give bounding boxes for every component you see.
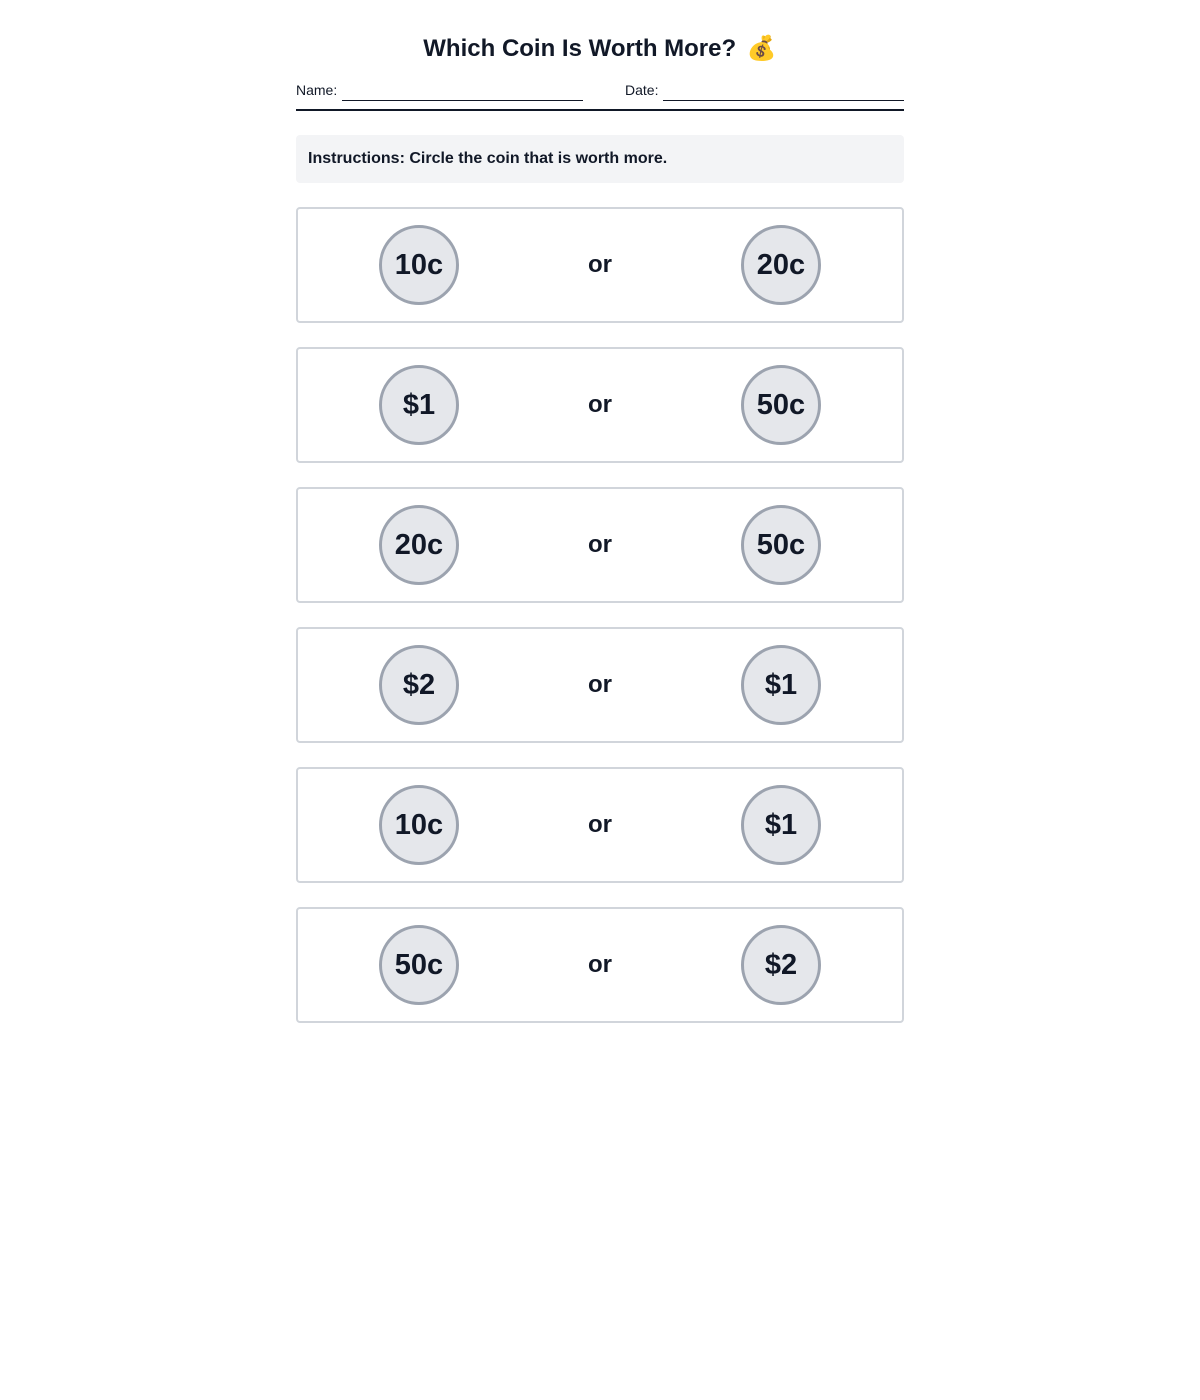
coin-option-left[interactable]: 10c — [379, 785, 459, 865]
coin-option-left[interactable]: 10c — [379, 225, 459, 305]
or-separator: or — [588, 391, 612, 418]
coin-option-right[interactable]: 20c — [741, 225, 821, 305]
coin-option-left[interactable]: 20c — [379, 505, 459, 585]
coin-option-right[interactable]: $1 — [741, 645, 821, 725]
question-row-2 — [296, 347, 904, 463]
name-field[interactable] — [296, 79, 583, 101]
or-separator: or — [588, 251, 612, 278]
question-row-3 — [296, 487, 904, 603]
or-separator: or — [588, 531, 612, 558]
coin-option-left[interactable]: $1 — [379, 365, 459, 445]
name-blank-line[interactable] — [342, 100, 583, 101]
coin-option-right[interactable]: $2 — [741, 925, 821, 1005]
money-bag-icon: 💰 — [746, 34, 777, 62]
instructions-text: Instructions: Circle the coin that is worth more. — [308, 150, 668, 167]
worksheet-title — [296, 0, 904, 63]
coin-option-left[interactable]: $2 — [379, 645, 459, 725]
date-blank-line[interactable] — [663, 100, 904, 101]
or-separator: or — [588, 671, 612, 698]
name-label: Name: — [296, 82, 338, 98]
date-label: Date: — [625, 82, 659, 98]
coin-option-right[interactable]: 50c — [741, 365, 821, 445]
coin-option-right[interactable]: $1 — [741, 785, 821, 865]
name-date-row — [296, 79, 904, 111]
title-text: Which Coin Is Worth More? — [423, 35, 737, 62]
question-row-6 — [296, 907, 904, 1023]
or-separator: or — [588, 951, 612, 978]
instructions-box — [296, 135, 904, 183]
question-row-4 — [296, 627, 904, 743]
date-field[interactable] — [625, 79, 904, 101]
coin-option-right[interactable]: 50c — [741, 505, 821, 585]
question-row-1 — [296, 207, 904, 323]
coin-option-left[interactable]: 50c — [379, 925, 459, 1005]
question-row-5 — [296, 767, 904, 883]
worksheet — [296, 0, 904, 1047]
question-list — [296, 207, 904, 1023]
or-separator: or — [588, 811, 612, 838]
